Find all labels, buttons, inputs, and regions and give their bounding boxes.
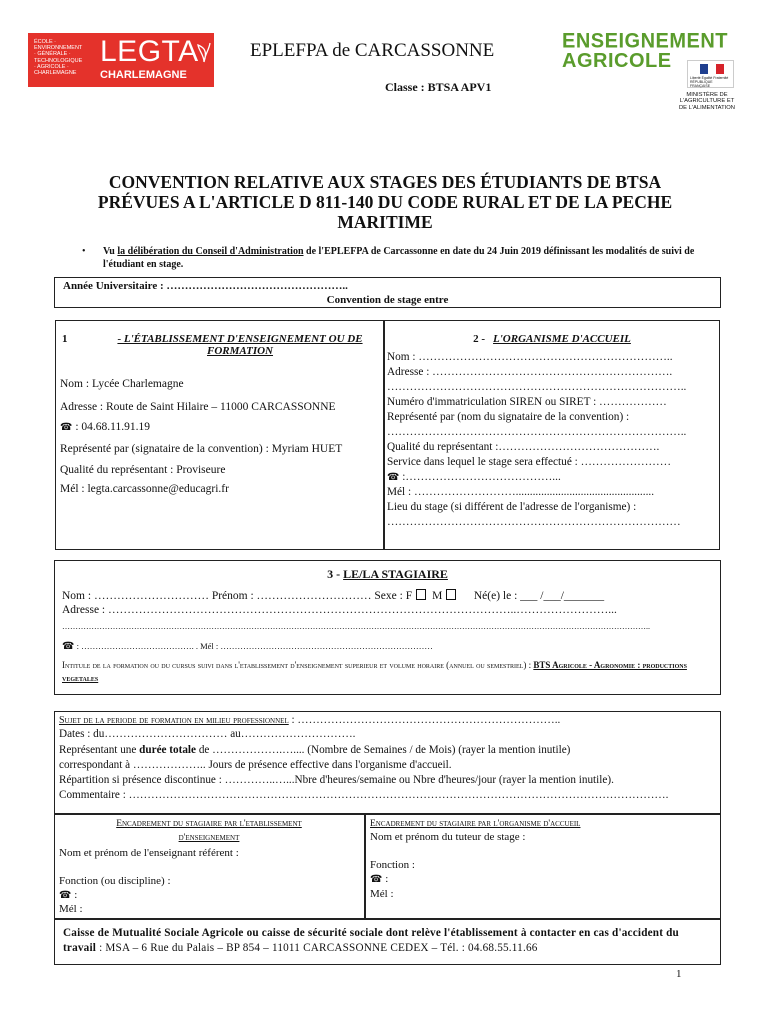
phone-icon: ☎: [62, 641, 75, 652]
checkbox-icon[interactable]: [416, 589, 426, 600]
commentaire-field[interactable]: Commentaire : ……………………………………………………………………………………………………………………………….: [59, 789, 669, 801]
etab-qualite: Qualité du représentant : Proviseure: [60, 464, 226, 476]
convention-entre-label: Convention de stage entre: [326, 294, 449, 306]
section-organisme: [384, 320, 720, 550]
title-line-1: CONVENTION RELATIVE AUX STAGES DES ÉTUDIANTS DE BTSA: [108, 172, 662, 192]
stagiaire-naissance-field[interactable]: Né(e) le : ___ /___/_______: [473, 590, 605, 602]
phone-icon: ☎: [60, 422, 73, 433]
flag-caption: Liberté Égalité Fraternité RÉPUBLIQUE FRANÇAISE: [690, 76, 729, 88]
org-siren-field[interactable]: Numéro d'immatriculation SIREN ou SIRET : ………………: [387, 396, 667, 408]
enc1-title-2: d'enseignement: [178, 833, 240, 843]
caisse-rest: : MSA – 6 Rue du Palais – BP 854 – 11011 CARCASSONNE CEDEX – Tél. : 04.68.55.11.66: [96, 942, 538, 954]
enc1-nom-field[interactable]: Nom et prénom de l'enseignant référent :: [59, 847, 239, 859]
section-etablissement: [55, 320, 384, 550]
duree-bold: durée totale: [139, 744, 197, 756]
org-represente-field[interactable]: ……………………………………………………………………..: [387, 426, 687, 438]
section-number: 2 -: [473, 333, 486, 345]
org-adresse-field-2[interactable]: ……………………………………………………………………..: [387, 381, 687, 393]
etab-mel: Mél : legta.carcassonne@educagri.fr: [60, 483, 229, 495]
section-title: - L'ÉTABLISSEMENT D'ENSEIGNEMENT OU DE FORMATION: [117, 333, 363, 357]
page-number: 1: [676, 968, 682, 980]
legta-logo: [28, 33, 214, 87]
legta-logo-subtitle: CHARLEMAGNE: [100, 69, 187, 81]
org-tel-field[interactable]: :…………………………………...: [399, 471, 561, 483]
title-line-2: PRÉVUES A L'ARTICLE D 811-140 DU CODE RURAL ET DE LA PECHE: [97, 192, 673, 212]
page-header-title: EPLEFPA de CARCASSONNE: [250, 40, 495, 61]
legta-logo-wordmark: LEGTA: [100, 35, 199, 68]
ea-logo-line2: AGRICOLE: [562, 50, 672, 72]
org-lieu-label: Lieu du stage (si différent de l'adresse de l'organisme) :: [387, 501, 637, 513]
annee-universitaire-box: [54, 277, 721, 308]
enc1-mel-field[interactable]: Mél :: [59, 903, 83, 915]
stagiaire-adresse-field[interactable]: Adresse : ……………………………………………………………………………………………..……………………...: [62, 604, 617, 616]
org-represente-label: Représenté par (nom du signataire de la convention) :: [387, 411, 630, 423]
phone-icon: ☎: [59, 890, 72, 901]
org-nom-field[interactable]: Nom : …………………………………………………………..: [387, 351, 673, 363]
page-header-classe: Classe : BTSA APV1: [385, 80, 492, 94]
section-number: 3 -: [327, 567, 341, 581]
stagiaire-adresse-field-2[interactable]: …………………………………………………………………………………………………………………………………………………………………………………………………..: [62, 622, 650, 631]
caisse-bold: Caisse de Mutualité Sociale Agricole ou caisse de sécurité sociale dont relève l'établissement à contacter en cas d'accident du travail: [63, 927, 679, 954]
caisse-msa-box: [54, 919, 721, 965]
sexe-m-label: M: [432, 590, 443, 602]
vu-deliberation-link: la délibération du Conseil d'Administration: [117, 246, 304, 257]
org-mel-field[interactable]: Mél : ……………………….................................................: [387, 486, 655, 498]
annee-universitaire-field[interactable]: Année Universitaire : …………………………………………..: [63, 280, 348, 292]
etab-nom: Nom : Lycée Charlemagne: [60, 378, 184, 390]
document-title: [60, 172, 710, 232]
phone-icon: ☎: [370, 874, 383, 885]
sujet-label: Sujet de la periode de formation en milieu professionnel: [59, 715, 289, 726]
section-organisme-heading: [385, 333, 719, 345]
duree-prefix: Représentant une: [59, 744, 140, 756]
ea-logo-line1: ENSEIGNEMENT: [562, 29, 729, 53]
section-stagiaire-heading: [55, 567, 720, 582]
enc2-mel-field[interactable]: Mél :: [370, 888, 394, 900]
section-stagiaire: [54, 560, 721, 695]
checkbox-icon[interactable]: [446, 589, 456, 600]
repartition-field[interactable]: Répartition si présence discontinue : …………..…...Nbre d'heures/semaine ou Nbre d'heures/jour (rayer la mention inutile).: [59, 774, 614, 786]
org-service-field[interactable]: Service dans lequel le stage sera effectué : ……………………: [387, 456, 672, 468]
intitule-value: BTS Agricole - Agronomie : productions vegetales: [62, 660, 687, 683]
enc1-title-1: Encadrement du stagiaire par l'etablissement: [116, 819, 302, 829]
leaf-icon: [196, 41, 212, 68]
correspondant-field[interactable]: correspondant à ……………….. Jours de présence effective dans l'organisme d'accueil.: [59, 759, 452, 771]
ministere-label: MINISTÈRE DE L'AGRICULTURE ET DE L'ALIMENTATION: [679, 92, 735, 111]
sujet-field[interactable]: : ……………………………………………………………..: [288, 714, 561, 726]
etab-represente: Représenté par (signataire de la convention) : Myriam HUET: [60, 443, 343, 455]
bullet: •: [82, 246, 86, 257]
org-adresse-field[interactable]: Adresse : ……………………………………………………….: [387, 366, 673, 378]
phone-icon: ☎: [387, 472, 400, 483]
title-line-3: MARITIME: [337, 212, 433, 232]
enc2-tel-field[interactable]: :: [382, 873, 389, 885]
enc2-fonction-field[interactable]: Fonction :: [370, 859, 415, 871]
sujet-dates-field[interactable]: Dates : du…………………………… au………………………….: [59, 728, 356, 740]
vu-rest: de l'EPLEFPA de Carcassonne en date du 24 Juin 2019 définissant les modalités de suivi de l'étudiant en stage.: [103, 246, 695, 270]
enseignement-agricole-logo: [557, 30, 734, 122]
stagiaire-nom-field[interactable]: Nom : ………………………… Prénom : ………………………… Sexe : F: [62, 590, 413, 602]
enc1-tel-field[interactable]: :: [71, 889, 78, 901]
enc1-fonction-field[interactable]: Fonction (ou discipline) :: [59, 875, 171, 887]
enc2-nom-field[interactable]: Nom et prénom du tuteur de stage :: [370, 831, 526, 843]
intitule-label: Intitule de la formation ou du cursus suivi dans l'etablissement d'enseignement superieur et volume horaire (annuel ou semestriel) :: [62, 660, 532, 670]
legta-logo-small-text: ÉCOLE · ENVIRONNEMENT · GÉNÉRALE · TECHNOLOGIQUE · AGRICOLE · CHARLEMAGNE: [34, 39, 83, 77]
section-encadrement-etablissement: [54, 814, 365, 919]
org-lieu-field[interactable]: ……………………………………………………………………: [387, 516, 681, 528]
etab-tel: : 04.68.11.91.19: [72, 421, 150, 433]
section-title: LE/LA STAGIAIRE: [343, 567, 448, 581]
vu-prefix: Vu: [103, 246, 118, 257]
duree-field[interactable]: de ……………….….... (Nombre de Semaines / de Mois) (rayer la mention inutile): [196, 744, 571, 756]
section-encadrement-organisme: [365, 814, 721, 919]
enc2-title: Encadrement du stagiaire par l'organisme d'accueil: [370, 819, 581, 829]
french-flag-icon: [687, 60, 734, 88]
section-number: 1: [62, 333, 68, 345]
stagiaire-tel-mel-field[interactable]: : …………………………………. . Mél : …………………………………………………………………: [74, 641, 433, 651]
org-qualite-field[interactable]: Qualité du représentant :…………………………………….: [387, 441, 660, 453]
vu-paragraph: [82, 245, 698, 271]
section-title: L'ORGANISME D'ACCUEIL: [493, 333, 631, 345]
section-sujet: [54, 711, 721, 814]
etab-adresse: Adresse : Route de Saint Hilaire – 11000 CARCASSONNE: [60, 401, 336, 413]
